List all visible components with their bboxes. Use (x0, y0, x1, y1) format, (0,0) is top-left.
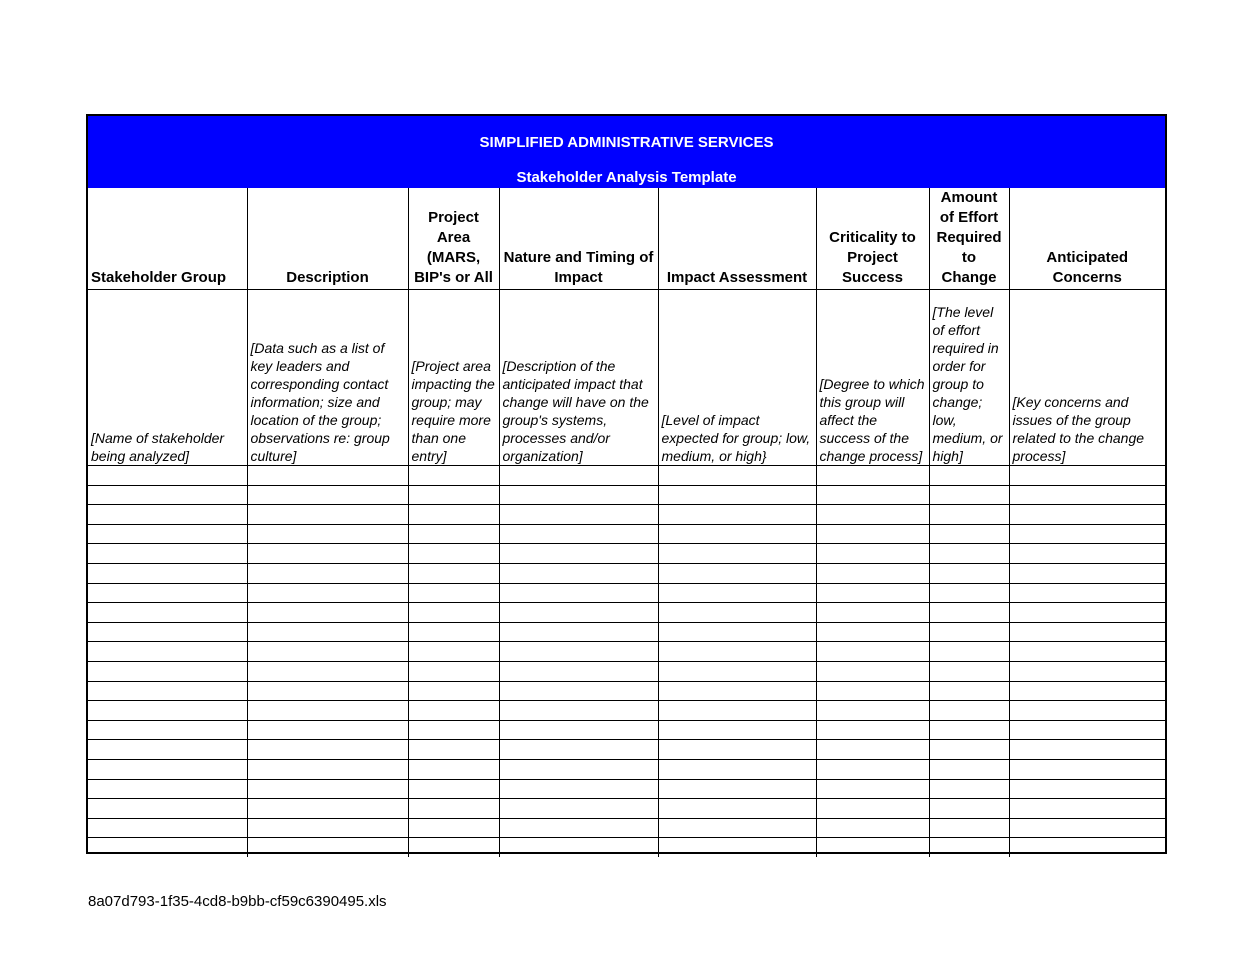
table-cell[interactable] (816, 838, 929, 858)
table-cell[interactable] (929, 701, 1009, 721)
table-cell[interactable] (499, 799, 658, 819)
banner-title: SIMPLIFIED ADMINISTRATIVE SERVICES (479, 134, 774, 151)
table-row (88, 681, 1165, 701)
table-row (88, 838, 1165, 858)
table-cell[interactable] (658, 740, 816, 760)
table-cell[interactable] (929, 544, 1009, 564)
table-cell[interactable] (88, 524, 247, 544)
table-cell[interactable] (1009, 681, 1165, 701)
table-cell[interactable] (658, 681, 816, 701)
table-cell[interactable] (408, 505, 499, 525)
table-cell[interactable] (408, 583, 499, 603)
table-cell[interactable] (658, 563, 816, 583)
table-cell[interactable] (816, 485, 929, 505)
table-cell[interactable] (408, 544, 499, 564)
table-row (88, 740, 1165, 760)
example-nature-timing[interactable]: [Description of the anticipated impact that change will have on the group's systems, processes and/or organization] (499, 290, 658, 466)
table-cell[interactable] (658, 838, 816, 858)
table-cell[interactable] (1009, 720, 1165, 740)
table-cell[interactable] (658, 779, 816, 799)
table-cell[interactable] (1009, 838, 1165, 858)
table-cell[interactable] (88, 505, 247, 525)
header-project-area: Project Area (MARS, BIP's or All (408, 188, 499, 290)
table-cell[interactable] (929, 583, 1009, 603)
table-cell[interactable] (658, 642, 816, 662)
table-cell[interactable] (88, 681, 247, 701)
table-row (88, 563, 1165, 583)
example-stakeholder-group[interactable]: [Name of stakeholder being analyzed] (88, 290, 247, 466)
table-cell[interactable] (88, 818, 247, 838)
table-cell[interactable] (816, 759, 929, 779)
table-cell[interactable] (408, 563, 499, 583)
table-row (88, 661, 1165, 681)
table-cell[interactable] (816, 563, 929, 583)
table-cell[interactable] (929, 799, 1009, 819)
table-cell[interactable] (408, 779, 499, 799)
table-cell[interactable] (499, 759, 658, 779)
table-cell[interactable] (408, 720, 499, 740)
table-cell[interactable] (816, 524, 929, 544)
table-cell[interactable] (658, 622, 816, 642)
table-cell[interactable] (1009, 583, 1165, 603)
table-cell[interactable] (408, 642, 499, 662)
table-cell[interactable] (247, 701, 408, 721)
table-cell[interactable] (88, 642, 247, 662)
table-cell[interactable] (499, 642, 658, 662)
table-cell[interactable] (247, 818, 408, 838)
table-cell[interactable] (658, 485, 816, 505)
table-cell[interactable] (408, 661, 499, 681)
header-row (88, 188, 1165, 290)
table-cell[interactable] (658, 759, 816, 779)
table-cell[interactable] (816, 818, 929, 838)
table-cell[interactable] (247, 524, 408, 544)
table-cell[interactable] (247, 485, 408, 505)
table-cell[interactable] (1009, 485, 1165, 505)
table-cell[interactable] (929, 681, 1009, 701)
table-cell[interactable] (88, 661, 247, 681)
table-cell[interactable] (88, 603, 247, 623)
header-description: Description (247, 188, 408, 290)
table-row (88, 818, 1165, 838)
table-cell[interactable] (658, 544, 816, 564)
table-cell[interactable] (247, 583, 408, 603)
table-cell[interactable] (247, 622, 408, 642)
table-cell[interactable] (247, 759, 408, 779)
example-criticality[interactable]: [Degree to which this group will affect the success of the change process] (816, 290, 929, 466)
table-cell[interactable] (1009, 642, 1165, 662)
table-cell[interactable] (88, 701, 247, 721)
table-cell[interactable] (88, 779, 247, 799)
table-cell[interactable] (929, 524, 1009, 544)
table-row (88, 583, 1165, 603)
table-cell[interactable] (929, 505, 1009, 525)
table-cell[interactable] (408, 681, 499, 701)
table-cell[interactable] (658, 799, 816, 819)
header-nature-timing: Nature and Timing of Impact (499, 188, 658, 290)
spreadsheet-sheet (86, 114, 1167, 854)
header-criticality: Criticality to Project Success (816, 188, 929, 290)
table-cell[interactable] (247, 779, 408, 799)
table-cell[interactable] (499, 563, 658, 583)
example-effort-required[interactable]: [The level of effort required in order for group to change; low, medium, or high] (929, 290, 1009, 466)
table-cell[interactable] (816, 583, 929, 603)
header-stakeholder-group: Stakeholder Group (88, 188, 247, 290)
banner-subtitle: Stakeholder Analysis Template (516, 169, 737, 186)
header-effort-required: Amount of Effort Required to Change (929, 188, 1009, 290)
table-cell[interactable] (816, 779, 929, 799)
table-cell[interactable] (408, 838, 499, 858)
table-cell[interactable] (658, 818, 816, 838)
table-cell[interactable] (1009, 544, 1165, 564)
table-cell[interactable] (88, 740, 247, 760)
table-cell[interactable] (499, 740, 658, 760)
table-cell[interactable] (499, 544, 658, 564)
table-cell[interactable] (658, 701, 816, 721)
table-row (88, 603, 1165, 623)
table-cell[interactable] (499, 818, 658, 838)
header-impact-assessment: Impact Assessment (658, 188, 816, 290)
table-cell[interactable] (1009, 661, 1165, 681)
table-cell[interactable] (1009, 799, 1165, 819)
table-cell[interactable] (408, 701, 499, 721)
table-row (88, 642, 1165, 662)
table-row (88, 544, 1165, 564)
table-cell[interactable] (408, 603, 499, 623)
table-cell[interactable] (247, 563, 408, 583)
table-cell[interactable] (929, 720, 1009, 740)
table-cell[interactable] (408, 759, 499, 779)
table-cell[interactable] (1009, 779, 1165, 799)
table-row (88, 485, 1165, 505)
table-cell[interactable] (816, 799, 929, 819)
table-cell[interactable] (929, 818, 1009, 838)
table-cell[interactable] (408, 799, 499, 819)
table-cell[interactable] (1009, 505, 1165, 525)
table-cell[interactable] (816, 642, 929, 662)
header-anticipated-concerns: Anticipated Concerns (1009, 188, 1165, 290)
table-cell[interactable] (929, 740, 1009, 760)
table-row (88, 779, 1165, 799)
table-cell[interactable] (247, 681, 408, 701)
table-cell[interactable] (499, 466, 658, 486)
example-row (88, 290, 1165, 466)
table-cell[interactable] (247, 603, 408, 623)
table-cell[interactable] (88, 622, 247, 642)
table-cell[interactable] (247, 838, 408, 858)
table-cell[interactable] (1009, 701, 1165, 721)
table-cell[interactable] (816, 622, 929, 642)
table-cell[interactable] (929, 603, 1009, 623)
table-cell[interactable] (88, 759, 247, 779)
table-cell[interactable] (408, 818, 499, 838)
table-cell[interactable] (658, 603, 816, 623)
example-impact-assessment[interactable]: [Level of impact expected for group; low, medium, or high} (658, 290, 816, 466)
table-cell[interactable] (658, 583, 816, 603)
table-cell[interactable] (88, 838, 247, 858)
example-anticipated-concerns[interactable]: [Key concerns and issues of the group related to the change process] (1009, 290, 1165, 466)
file-name-label: 8a07d793-1f35-4cd8-b9bb-cf59c6390495.xls (88, 893, 387, 910)
table-cell[interactable] (88, 799, 247, 819)
table-cell[interactable] (247, 720, 408, 740)
table-row (88, 505, 1165, 525)
stakeholder-table (88, 188, 1165, 857)
table-cell[interactable] (88, 485, 247, 505)
table-cell[interactable] (1009, 740, 1165, 760)
table-cell[interactable] (1009, 622, 1165, 642)
table-cell[interactable] (1009, 563, 1165, 583)
table-cell[interactable] (816, 720, 929, 740)
table-cell[interactable] (247, 466, 408, 486)
table-cell[interactable] (499, 622, 658, 642)
table-cell[interactable] (499, 583, 658, 603)
table-cell[interactable] (816, 505, 929, 525)
table-cell[interactable] (499, 603, 658, 623)
table-cell[interactable] (658, 505, 816, 525)
table-cell[interactable] (929, 779, 1009, 799)
table-cell[interactable] (499, 485, 658, 505)
table-cell[interactable] (929, 838, 1009, 858)
table-cell[interactable] (247, 642, 408, 662)
table-cell[interactable] (929, 642, 1009, 662)
table-cell[interactable] (816, 603, 929, 623)
table-cell[interactable] (408, 485, 499, 505)
table-cell[interactable] (816, 701, 929, 721)
table-cell[interactable] (408, 524, 499, 544)
table-cell[interactable] (247, 505, 408, 525)
table-cell[interactable] (88, 563, 247, 583)
table-cell[interactable] (499, 524, 658, 544)
table-cell[interactable] (88, 466, 247, 486)
table-cell[interactable] (88, 583, 247, 603)
table-row (88, 799, 1165, 819)
table-row (88, 622, 1165, 642)
table-cell[interactable] (1009, 818, 1165, 838)
table-cell[interactable] (816, 544, 929, 564)
table-cell[interactable] (816, 740, 929, 760)
table-cell[interactable] (499, 720, 658, 740)
table-cell[interactable] (816, 466, 929, 486)
table-row (88, 524, 1165, 544)
table-cell[interactable] (658, 720, 816, 740)
table-row (88, 466, 1165, 486)
table-cell[interactable] (499, 838, 658, 858)
table-cell[interactable] (499, 661, 658, 681)
table-cell[interactable] (247, 661, 408, 681)
table-cell[interactable] (929, 563, 1009, 583)
table-cell[interactable] (929, 661, 1009, 681)
table-cell[interactable] (408, 466, 499, 486)
table-cell[interactable] (929, 759, 1009, 779)
table-row (88, 701, 1165, 721)
table-cell[interactable] (658, 661, 816, 681)
table-cell[interactable] (929, 466, 1009, 486)
table-cell[interactable] (1009, 759, 1165, 779)
example-description[interactable]: [Data such as a list of key leaders and corresponding contact information; size and location of the group; observations re: group culture] (247, 290, 408, 466)
table-cell[interactable] (929, 622, 1009, 642)
table-cell[interactable] (408, 740, 499, 760)
table-cell[interactable] (499, 681, 658, 701)
table-row (88, 720, 1165, 740)
table-cell[interactable] (658, 524, 816, 544)
table-cell[interactable] (88, 544, 247, 564)
table-cell[interactable] (499, 779, 658, 799)
table-cell[interactable] (88, 720, 247, 740)
table-cell[interactable] (658, 466, 816, 486)
table-cell[interactable] (1009, 466, 1165, 486)
table-row (88, 759, 1165, 779)
table-cell[interactable] (499, 701, 658, 721)
table-cell[interactable] (247, 799, 408, 819)
example-project-area[interactable]: [Project area impacting the group; may require more than one entry] (408, 290, 499, 466)
table-cell[interactable] (816, 681, 929, 701)
table-cell[interactable] (1009, 603, 1165, 623)
table-cell[interactable] (499, 505, 658, 525)
table-cell[interactable] (816, 661, 929, 681)
table-cell[interactable] (929, 485, 1009, 505)
table-cell[interactable] (408, 622, 499, 642)
table-cell[interactable] (247, 740, 408, 760)
table-cell[interactable] (1009, 524, 1165, 544)
table-cell[interactable] (247, 544, 408, 564)
title-banner (88, 116, 1165, 188)
